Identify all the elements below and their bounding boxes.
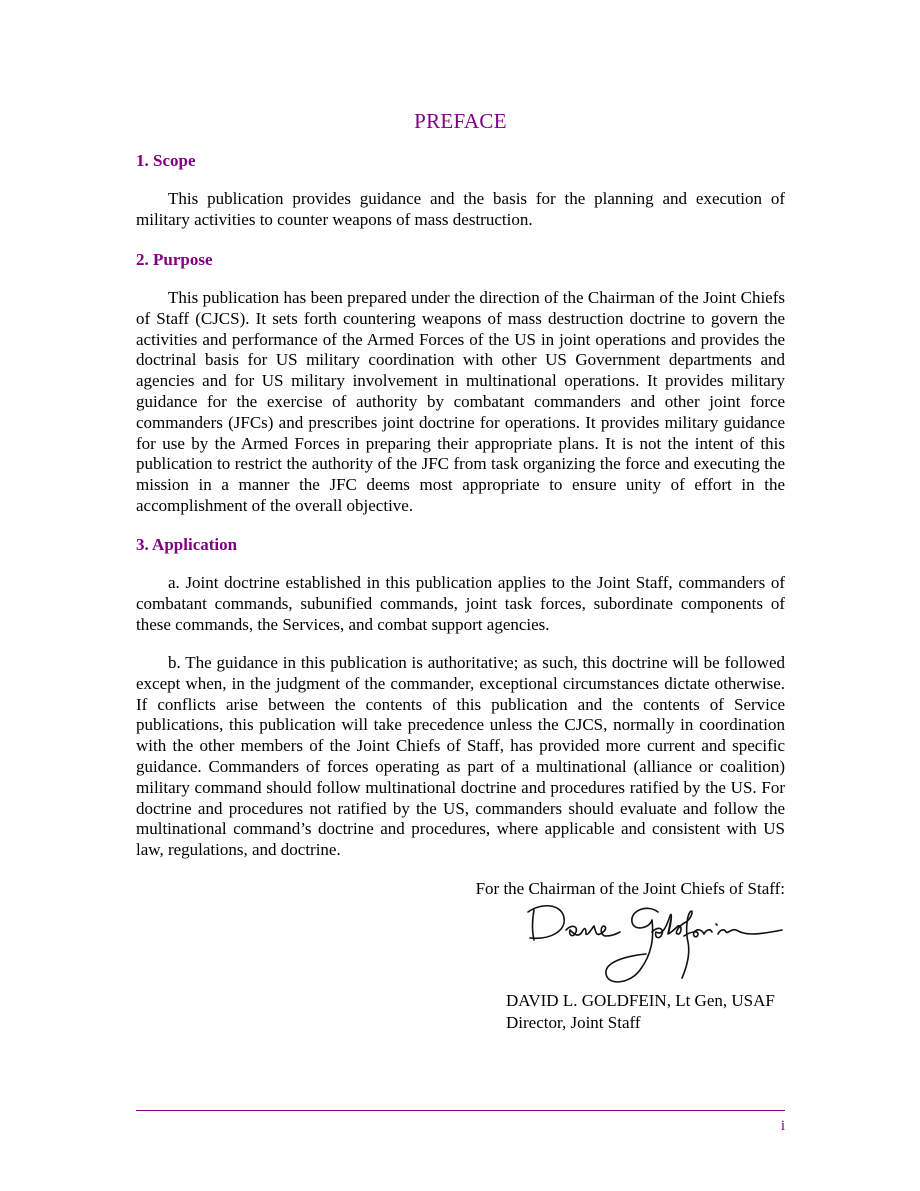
scope-paragraph: This publication provides guidance and the basis for the planning and execution of military activities to counter weapons of mass destruction. — [136, 189, 785, 229]
signatory-name: DAVID L. GOLDFEIN, Lt Gen, USAF — [506, 991, 775, 1010]
footer-divider — [136, 1110, 785, 1111]
page-title: PREFACE — [414, 109, 507, 133]
signature-intro: For the Chairman of the Joint Chiefs of Staff: — [475, 879, 785, 898]
purpose-paragraph: This publication has been prepared under the direction of the Chairman of the Joint Chiefs of Staff (CJCS). It sets forth countering weapons of mass destruction doctrine to govern the activities and performance of the Armed Forces of the US in joint operations and provides the doctrinal basis for US military coordination with other US Government departments and agencies and for US military involvement in multinational operations. It provides military guidance for the exercise of authority by combatant commanders and other joint force commanders (JFCs) and prescribes joint doctrine for operations. It provides military guidance for use by the Armed Forces in preparing their appropriate plans. It is not the intent of this publication to restrict the authority of the JFC from task organizing the force and executing the mission in a manner the JFC deems most appropriate to ensure unity of effort in the accomplishment of the overall objective. — [136, 288, 785, 515]
application-paragraph-b: b. The guidance in this publication is authoritative; as such, this doctrine will be followed except when, in the judgment of the commander, exceptional circumstances dictate otherwise. If conflicts arise between the contents of this publication and the contents of Service publications, this publication will take precedence unless the CJCS, normally in coordination with the other members of the Joint Chiefs of Staff, has provided more current and specific guidance. Commanders of forces operating as part of a multinational (alliance or coalition) military command should follow multinational doctrine and procedures ratified by the US. For doctrine and procedures not ratified by the US, commanders should evaluate and follow the multinational command’s doctrine and procedures, where applicable and consistent with US law, regulations, and doctrine. — [136, 653, 785, 860]
application-paragraph-a: a. Joint doctrine established in this publication applies to the Joint Staff, commanders of combatant commands, subunified commands, joint task forces, subordinate components of these commands, the Services, and combat support agencies. — [136, 573, 785, 634]
section-heading-scope: 1. Scope — [136, 151, 196, 170]
section-heading-purpose: 2. Purpose — [136, 250, 213, 269]
section-heading-application: 3. Application — [136, 535, 238, 554]
page-number: i — [780, 1118, 785, 1134]
signatory-title: Director, Joint Staff — [506, 1013, 641, 1032]
signatory-block — [506, 990, 775, 1034]
handwritten-signature — [522, 898, 786, 988]
document-page — [136, 0, 785, 1191]
